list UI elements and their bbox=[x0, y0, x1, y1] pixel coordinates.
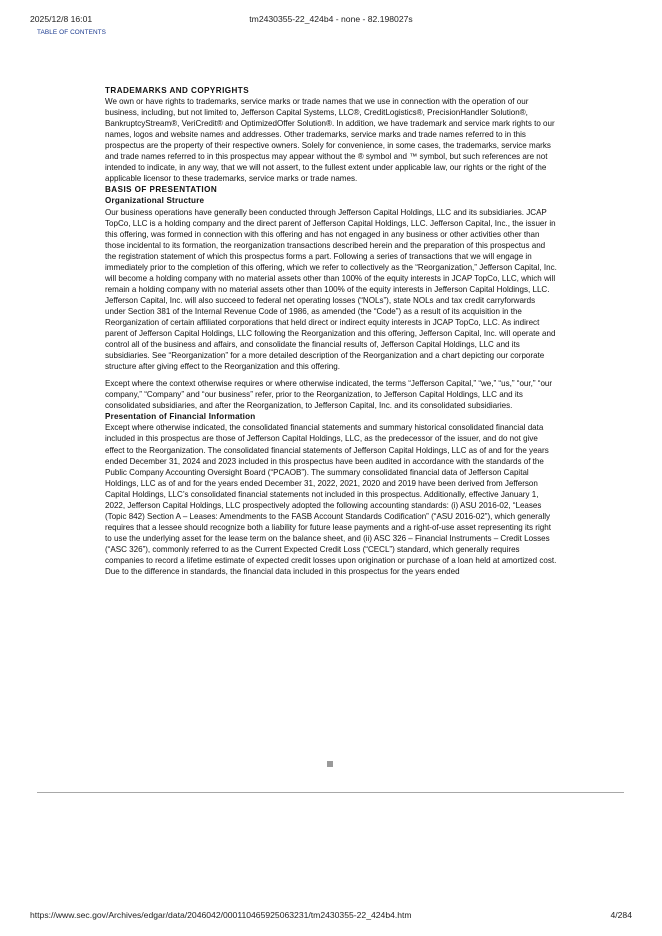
basis-of-presentation-heading: BASIS OF PRESENTATION bbox=[105, 185, 218, 195]
print-page-counter: 4/284 bbox=[610, 910, 632, 920]
print-url: https://www.sec.gov/Archives/edgar/data/2046042/000110465925063231/tm2430355-22_424b4.htm bbox=[30, 910, 412, 920]
organizational-structure-subheading: Organizational Structure bbox=[105, 196, 205, 206]
document-body bbox=[105, 85, 557, 577]
page-divider bbox=[37, 792, 624, 793]
page-number-marker bbox=[327, 761, 333, 767]
trademarks-heading: TRADEMARKS AND COPYRIGHTS bbox=[105, 86, 250, 95]
organizational-structure-paragraph: Our business operations have generally been conducted through Jefferson Capital Holdings, LLC and its subsidiaries. JCAP TopCo, LLC is a holding company and the direct parent of Jefferson Capital Holdings, LLC. Jefferson Capital, Inc., the issuer in this offering, was formed in connection with this offering and has not engaged in any business or other activities other than those incidental to its formation, the reorganization transactions described herein and the preparation of this prospectus and the registration statement of which this prospectus forms a part. Following a series of transactions that we will engage in immediately prior to the completion of this offering, which we refer to collectively as the “Reorganization,” Jefferson Capital, Inc. will become a holding company with no material assets other than 100% of the equity interests in JCAP TopCo, LLC, which will remain a holding company with no material assets other than 100% of the equity interests in Jefferson Capital Holdings, LLC. Jefferson Capital, Inc. will also succeed to federal net operating losses (“NOLs”), state NOLs and tax credit carryforwards under Section 381 of the Internal Revenue Code of 1986, as amended (the “Code”) as a result of its acquisition in the Reorganization of certain affiliated corporations that held direct or indirect equity interests in JCAP TopCo, LLC. As indirect parent of Jefferson Capital Holdings, LLC following the Reorganization and this offering, Jefferson Capital, Inc. will operate and control all of the business and affairs, and consolidate the financial results of, Jefferson Capital Holdings, LLC and its subsidiaries. See “Reorganization” for a more detailed description of the Reorganization and a chart depicting our corporate structure after giving effect to the Reorganization and this offering. bbox=[105, 207, 557, 372]
print-date: 2025/12/8 16:01 bbox=[30, 14, 93, 24]
defined-terms-paragraph: Except where the context otherwise requires or where otherwise indicated, the terms “Jefferson Capital,” “we,” “us,” “our,” “our company,” “Company” and “our business” refer, prior to the Reorganization, to Jefferson Capital Holdings, LLC and its consolidated subsidiaries, and after the Reorganization, to Jefferson Capital, Inc. and its consolidated subsidiaries. bbox=[105, 379, 553, 411]
print-header bbox=[30, 14, 632, 28]
print-footer bbox=[30, 910, 632, 924]
financial-information-paragraph: Except where otherwise indicated, the consolidated financial statements and summary historical consolidated financial data included in this prospectus are those of Jefferson Capital Holdings, LLC, as the predecessor of the issuer, and do not give effect to the Reorganization. The consolidated financial statements of Jefferson Capital Holdings, LLC as of and for the years ended December 31, 2024 and 2023 included in this prospectus have been audited in accordance with the standards of the Public Company Accounting Oversight Board (“PCAOB”). The summary consolidated financial data of Jefferson Capital Holdings, LLC as of and for the years ended December 31, 2022, 2021, 2020 and 2019 have been derived from Jefferson Capital Holdings, LLC’s consolidated financial statements not included in this prospectus. Additionally, effective January 1, 2022, Jefferson Capital Holdings, LLC prospectively adopted the following accounting standards: (i) ASU 2016-02, “Leases (Topic 842) Section A – Leases: Amendments to the FASB Account Standards Codification” (“ASU 2016-02”), which generally requires that a lessee should recognize both a liability for future lease payments and a right-of-use asset representing its right to use the underlying asset for the lease term on the balance sheet, and (ii) ASC 326 – Financial Instruments – Credit Losses (“ASC 326”), commonly referred to as the Current Expected Credit Loss (“CECL”) standard, which generally requires companies to record a lifetime estimate of expected credit losses upon origination or purchase of a loan held at amortized cost. Due to the difference in standards, the financial data included in this prospectus for the years ended bbox=[105, 423, 557, 577]
trademarks-paragraph: We own or have rights to trademarks, service marks or trade names that we use in connection with the operation of our business, including, but not limited to, Jefferson Capital Systems, LLC®, CreditLogistics®, PrecisionHandler Solution®, BankruptcyStream®, VeriCredit® and OptimizedOffer Solution®. In addition, we have trademark and service mark rights to our names, logos and website names and addresses. Other trademarks, service marks and trade names referred to in this prospectus are the property of their respective owners. Solely for convenience, in some cases, the trademarks, service marks and trade names referred to in this prospectus may appear without the ® symbol and ™ symbol, but such references are not intended to indicate, in any way, that we will not assert, to the fullest extent under applicable law, our rights or the right of the applicable licensor to these trademarks, service marks or trade names. bbox=[105, 97, 555, 184]
financial-information-subheading: Presentation of Financial Information bbox=[105, 412, 256, 422]
table-of-contents-link[interactable]: TABLE OF CONTENTS bbox=[37, 29, 107, 36]
print-document-title: tm2430355-22_424b4 - none - 82.198027s bbox=[249, 14, 413, 24]
